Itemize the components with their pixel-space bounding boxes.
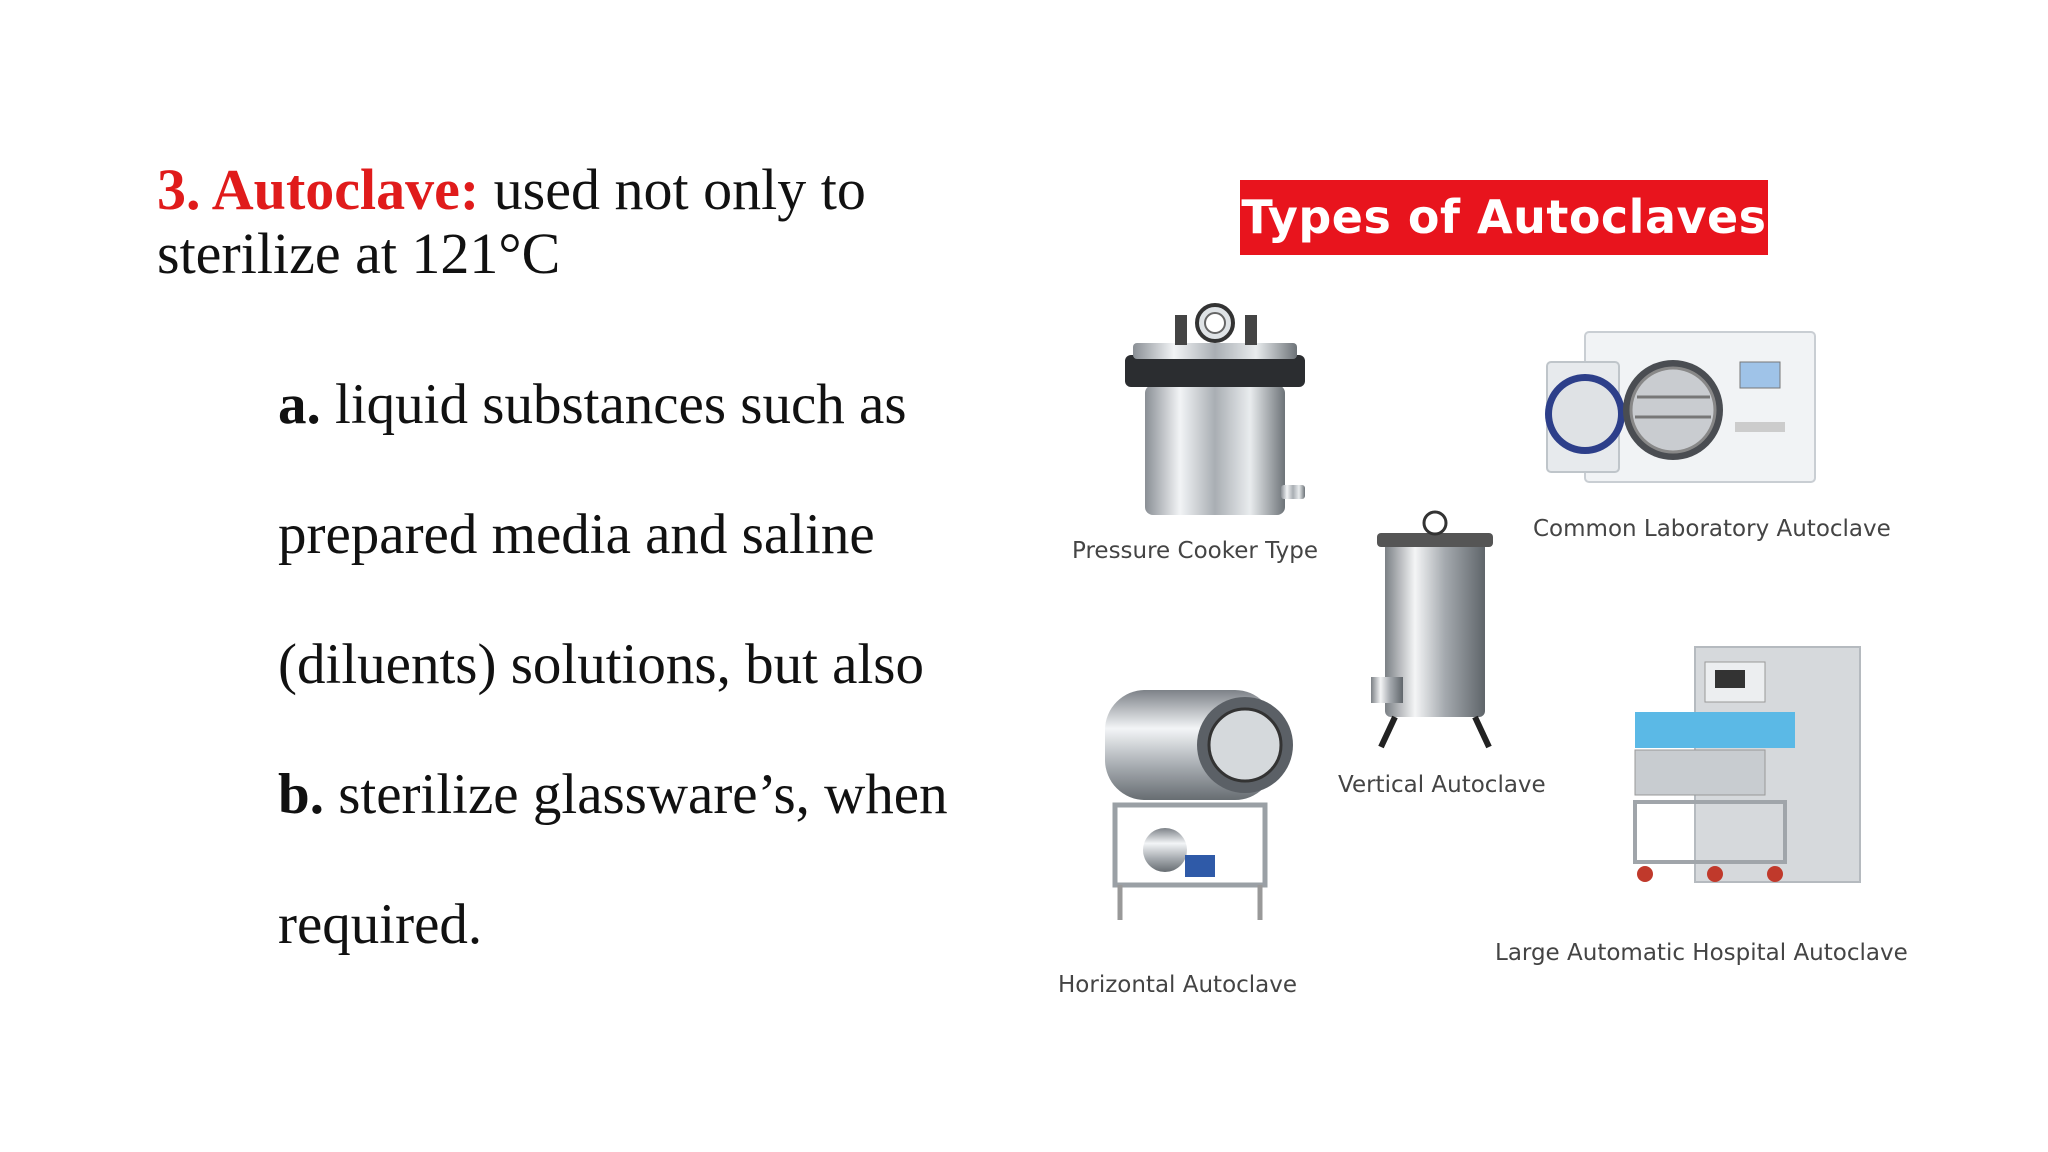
item-text: liquid substances such as [320,373,907,436]
list-item [278,860,1038,990]
heading-number-label: 3. Autoclave: [157,157,480,222]
large-hospital-autoclave-image [1605,642,1865,902]
list-item [278,730,1038,860]
caption-vertical: Vertical Autoclave [1338,772,1546,798]
horizontal-autoclave-image [1095,665,1295,935]
item-marker: a. [278,373,321,436]
caption-common-lab: Common Laboratory Autoclave [1533,516,1891,542]
figure-title: Types of Autoclaves [1240,180,1768,255]
item-text: required. [278,893,483,956]
bullet-list [278,340,1038,990]
list-item [278,340,1038,470]
caption-large-hospital: Large Automatic Hospital Autoclave [1495,940,1908,966]
item-text: sterilize glassware’s, when [323,763,948,826]
heading-text: used not only to sterilize at 121°C [157,157,866,286]
pressure-cooker-autoclave-image [1105,295,1325,525]
item-marker: b. [278,763,324,826]
slide-heading [157,158,1057,286]
vertical-autoclave-image [1365,507,1505,757]
item-text: prepared media and saline [278,503,875,566]
common-lab-autoclave-image [1545,322,1825,492]
item-text: (diluents) solutions, but also [278,633,924,696]
autoclave-types-figure [1040,160,1980,1020]
caption-pressure-cooker: Pressure Cooker Type [1072,538,1318,564]
caption-horizontal: Horizontal Autoclave [1058,972,1298,998]
list-item [278,600,1038,730]
list-item [278,470,1038,600]
